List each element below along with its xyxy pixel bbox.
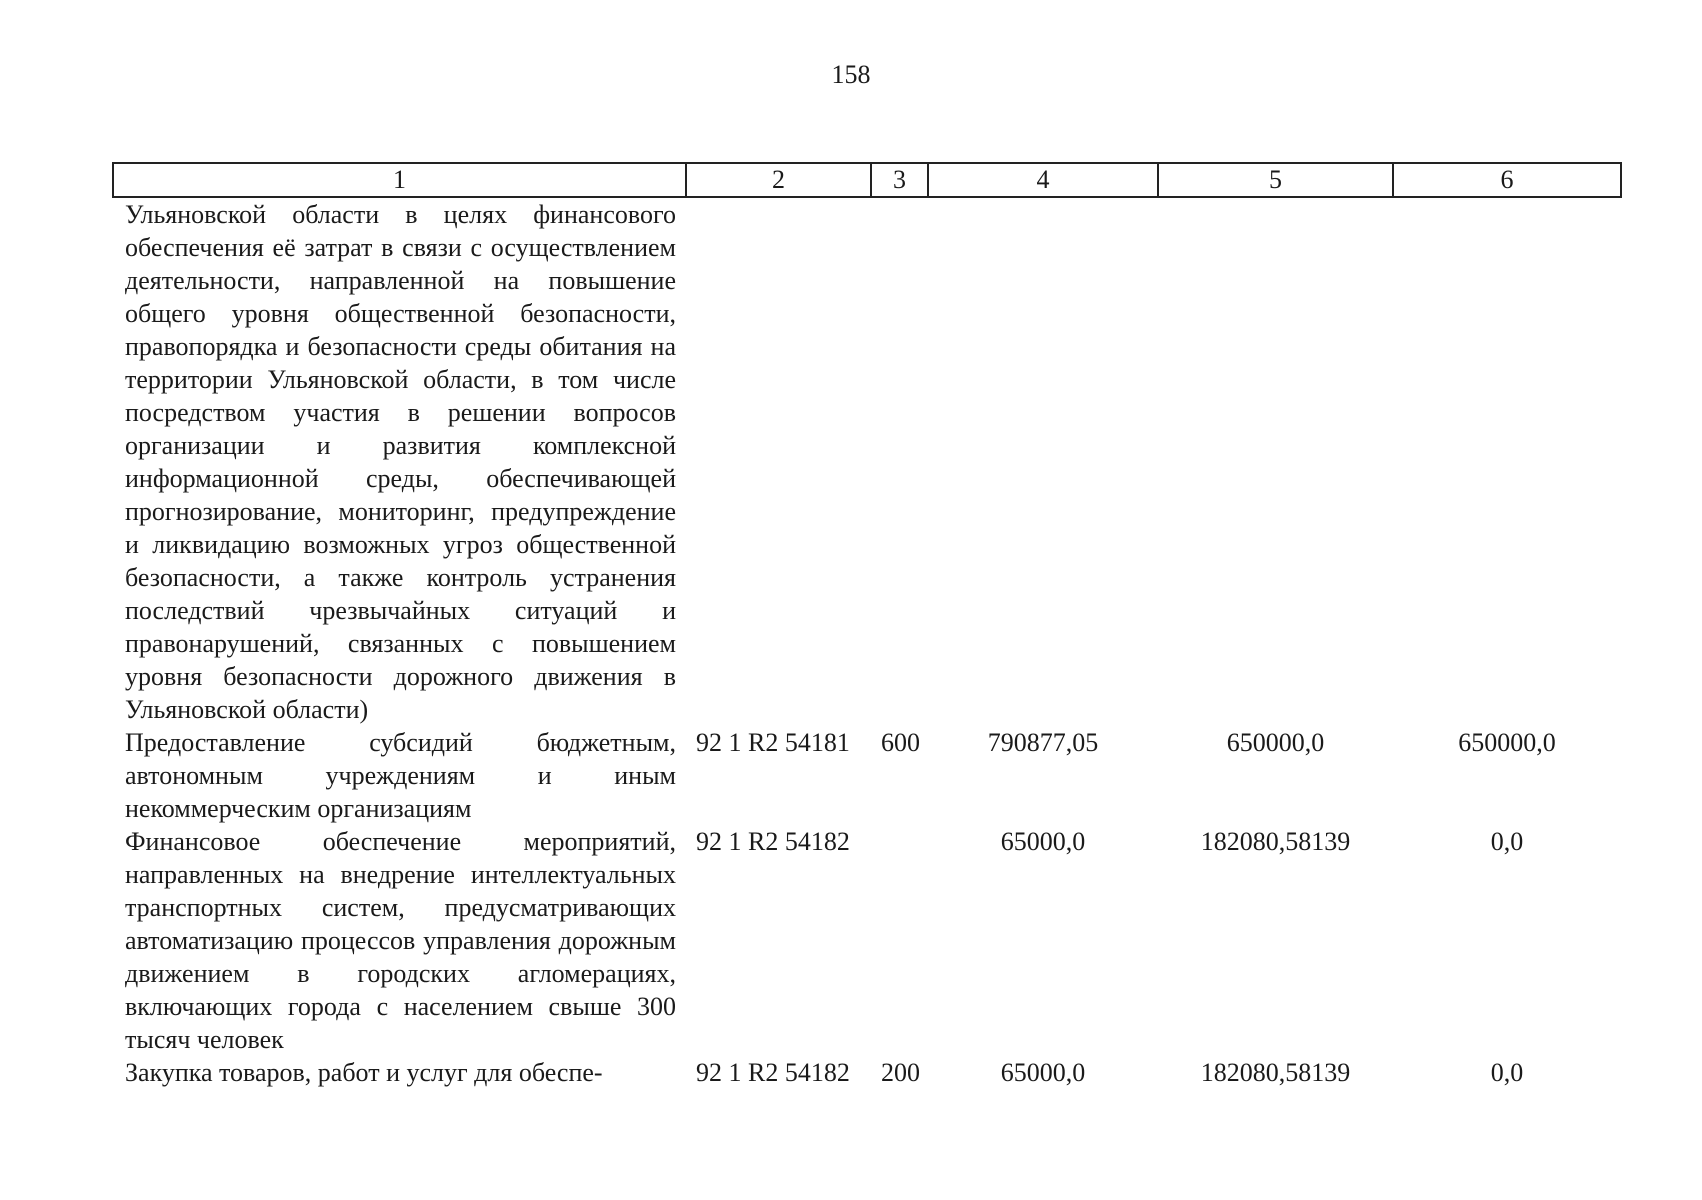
row-code: 92 1 R2 54182: [696, 827, 850, 856]
table-row: [113, 1056, 1621, 1089]
page-number: 158: [831, 60, 871, 89]
row-expense-type: [871, 825, 928, 1056]
row-value-5: 182080,58139: [1200, 827, 1351, 856]
table-header-row: [113, 163, 1621, 197]
row-value-5: [1158, 197, 1393, 726]
row-value-6: 0,0: [1490, 1058, 1524, 1087]
row-expense-type: [871, 197, 928, 726]
row-expense-type: 600: [881, 728, 920, 757]
column-header-6: 6: [1393, 163, 1621, 197]
row-value-5: 650000,0: [1226, 728, 1325, 757]
row-value-6: 0,0: [1490, 827, 1524, 856]
table-row: [113, 197, 1621, 726]
column-header-3: 3: [871, 163, 928, 197]
row-value-5: 182080,58139: [1200, 1058, 1351, 1087]
column-header-2: 2: [686, 163, 871, 197]
row-code: [686, 197, 871, 726]
row-value-6: [1393, 197, 1621, 726]
column-header-1: 1: [113, 163, 686, 197]
table-row: [113, 726, 1621, 825]
column-header-4: 4: [928, 163, 1158, 197]
row-code: 92 1 R2 54182: [696, 1058, 850, 1087]
row-name: Предоставление субсидий бюджетным, автономным учреждениям и иным некоммерческим организациям: [125, 728, 676, 823]
row-value-6: 650000,0: [1458, 728, 1556, 757]
row-value-4: 790877,05: [987, 728, 1099, 757]
row-name: Ульяновской области в целях финансового обеспечения её затрат в связи с осуществлением деятельности, направленной на повышение общего уровня общественной безопасности, правопорядка и безопасности среды обитания на территории Ульяновской области, в том числе посредством участия в решении вопросов организации и развития комплексной информационной среды, обеспечивающей прогнозирование, мониторинг, предупреждение и ликвидацию возможных угроз общественной безопасности, а также контроль устранения последствий чрезвычайных ситуаций и правонарушений, связанных с повышением уровня безопасности дорожного движения в Ульяновской области): [125, 200, 676, 724]
row-value-4: [928, 197, 1158, 726]
column-header-5: 5: [1158, 163, 1393, 197]
row-value-4: 65000,0: [1000, 827, 1086, 856]
row-code: 92 1 R2 54181: [696, 728, 850, 757]
budget-table: [112, 162, 1622, 1089]
row-value-4: 65000,0: [1000, 1058, 1086, 1087]
row-expense-type: 200: [881, 1058, 920, 1087]
row-name: Закупка товаров, работ и услуг для обеспе-: [125, 1058, 603, 1087]
row-name: Финансовое обеспечение мероприятий, направленных на внедрение интеллектуальных транспортных систем, предусматривающих автоматизацию процессов управления дорожным движением в городских агломерациях, включающих города с населением свыше 300 тысяч человек: [125, 827, 676, 1054]
table-row: [113, 825, 1621, 1056]
